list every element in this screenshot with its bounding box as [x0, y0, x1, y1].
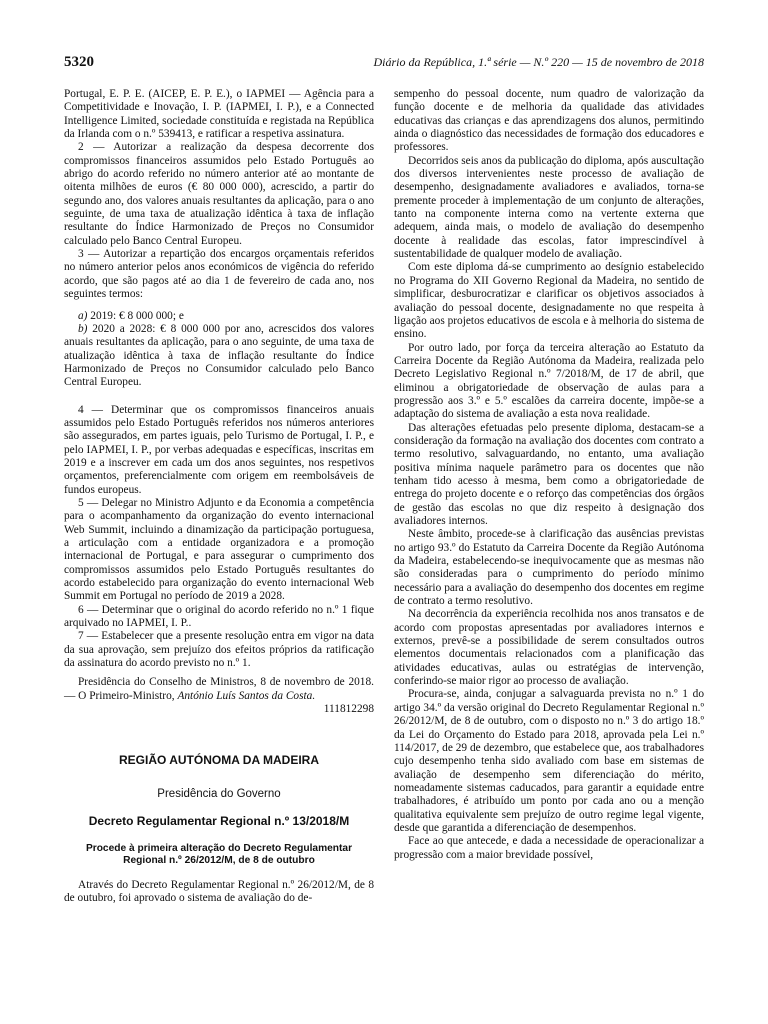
signature-text: Presidência do Conselho de Ministros, 8 de novembro de 2018. — O Primeiro-Ministro, [64, 676, 374, 702]
paragraph-6: 6 — Determinar que o original do acordo referido no n.º 1 fique arquivado no IAPMEI, I. P.. [64, 603, 374, 630]
signature-name: António Luís Santos da Costa. [177, 689, 316, 702]
right-paragraph-1: sempenho do pessoal docente, num quadro de valorização da função docente e de melhoria da qualidade das atividades educativas das crianças e das aprendizagens dos alunos, permitindo ainda o diagnóstico das necessidades de formação dos educadores e professores. [394, 88, 704, 154]
item-a-text: 2019: € 8 000 000; e [87, 309, 184, 322]
right-paragraph-4: Por outro lado, por força da terceira alteração ao Estatuto da Carreira Docente da Região Autónoma da Madeira, realizada pelo Decreto Legislativo Regional n.º 7/2018/M, de 17 de abril, que eliminou a obrigatoriedade de observação de aulas para a progressão aos 3.º e 5.º escalões da carreira docente, impõe-se a adaptação do sistema de avaliação a esta nova realidade. [394, 341, 704, 421]
region-title: REGIÃO AUTÓNOMA DA MADEIRA [119, 753, 319, 768]
decree-intro: Através do Decreto Regulamentar Regional n.º 26/2012/M, de 8 de outubro, foi aprovado o sistema de avaliação do de- [64, 878, 374, 904]
paragraph-5: 5 — Delegar no Ministro Adjunto e da Economia a competência para o acompanhamento da organização do evento internacional Web Summit, incluindo a dinamização da participação portuguesa, a articulação com a entidade organizadora e a promoção internacional de Portugal, e para assegurar o cumprimento dos compromissos assumidos pelo Estado Português resultantes do acordo estabelecido para organização do evento internacional Web Summit em Portugal no período de 2019 a 2028. [64, 496, 374, 603]
right-paragraph-2: Decorridos seis anos da publicação do diploma, após auscultação dos diversos intervenientes neste processo de avaliação de desempenho, designadamente avaliadores e avaliados, torna-se premente proceder à implementação de um conjunto de alterações, tanto na componente interna como na vertente externa que adequem, ainda mais, o modelo de avaliação do desempenho docente à realidade das escolas, fator imprescindível à sustentabilidade de qualquer modelo de avaliação. [394, 154, 704, 261]
left-column [64, 88, 374, 905]
paragraph-4: 4 — Determinar que os compromissos financeiros anuais assumidos pelo Estado Português referidos nos números anteriores são assegurados, em partes iguais, pelo Turismo de Portugal, I. P., e pelo IAPMEI, I. P., por verbas adequadas e específicas, inscritas em 2019 e a inscrever em cada um dos anos seguintes, nos respetivos orçamentos, preferencialmente com origem em reembolsáveis de fundos europeus. [64, 403, 374, 496]
journal-title: Diário da República, 1.ª série — N.º 220 — 15 de novembro de 2018 [373, 55, 704, 69]
paragraph-7: 7 — Estabelecer que a presente resolução entra em vigor na data da sua aprovação, sem prejuízo dos efeitos próprios da ratificação da assinatura do acordo previsto no n.º 1. [64, 630, 374, 670]
page-header [64, 54, 704, 71]
right-column [394, 88, 704, 862]
decree-subtitle: Procede à primeira alteração do Decreto Regulamentar Regional n.º 26/2012/M, de 8 de outubro [85, 842, 353, 866]
item-a-label: a) [78, 309, 88, 322]
page-number: 5320 [64, 54, 94, 70]
reference-number: 111812298 [323, 703, 374, 716]
paragraph-3: 3 — Autorizar a repartição dos encargos orçamentais referidos no número anterior pelos anos económicos de vigência do referido acordo, que são pagos até ao dia 1 de fevereiro de cada ano, nos seguintes termos: [64, 248, 374, 301]
right-paragraph-9: Face ao que antecede, e dada a necessidade de operacionalizar a progressão com a maior brevidade possível, [394, 835, 704, 861]
paragraph-2: 2 — Autorizar a realização da despesa decorrente dos compromissos financeiros assumidos pelo Estado Português ao abrigo do acordo referido no número anterior até ao montante de oitenta milhões de euros (€ 80 000 000), acrescido, a partir do segundo ano, dos valores anuais resultantes da aplicação, para o ano seguinte, de uma taxa de atualização idêntica à taxa de inflação resultante do Índice Harmonizado de Preços no Consumidor calculado pelo Banco Central Europeu. [64, 141, 374, 247]
government-title: Presidência do Governo [157, 787, 281, 800]
right-paragraph-6: Neste âmbito, procede-se à clarificação das ausências previstas no artigo 93.º do Estatuto da Carreira Docente da Região Autónoma da Madeira, estabelecendo-se inequivocamente que as mesmas não são consideradas para o cumprimento do período mínimo necessário para a avaliação do desempenho dos docentes em regime de contrato a termo resolutivo. [394, 528, 704, 608]
right-paragraph-5: Das alterações efetuadas pelo presente diploma, destacam-se a consideração da formação na avaliação dos docentes com contrato a termo resolutivo, salvaguardando, no entanto, uma avaliação positiva mínima naquele parâmetro para os docentes que não tenham tido acesso à mesma, bem como a obrigatoriedade de entrega do projeto docente e o reforço das competências dos órgãos de gestão das escolas no que diz respeito à designação dos avaliadores internos. [394, 421, 704, 527]
item-b-label: b) [78, 322, 88, 335]
item-a [64, 310, 374, 323]
item-b-text: 2020 a 2028: € 8 000 000 por ano, acrescidos dos valores anuais resultantes da aplicação, para o ano seguinte, de uma taxa de atualização idêntica à taxa de inflação resultante do Índice Harmonizado de Preços no Consumidor calculado pelo Banco Central Europeu. [64, 322, 374, 389]
right-paragraph-7: Na decorrência da experiência recolhida nos anos transatos e de acordo com propostas apresentadas por avaliadores internos e externos, prevê-se a possibilidade de serem consultados outros elementos documentais relacionados com a planificação das atividades educativas, aulas ou estratégias de intervenção, conferindo-se maior rigor ao processo de avaliação. [394, 608, 704, 688]
paragraph-1-continuation: Portugal, E. P. E. (AICEP, E. P. E.), o IAPMEI — Agência para a Competitividade e Inovação, I. P. (IAPMEI, I. P.), e a Connected Intelligence Limited, sociedade constituída e registada na República da Irlanda com o n.º 539413, e ratificar a respetiva assinatura. [64, 88, 374, 141]
decree-title: Decreto Regulamentar Regional n.º 13/2018/M [88, 814, 350, 829]
item-b [64, 323, 374, 390]
signature [64, 676, 374, 703]
right-paragraph-3: Com este diploma dá-se cumprimento ao desígnio estabelecido no Programa do XII Governo Regional da Madeira, no sentido de simplificar, desburocratizar e clarificar os objetivos associados à avaliação do pessoal docente, designadamente no que respeita à ligação aos projetos educativos de escola e à melhoria do sistema de ensino. [394, 261, 704, 341]
right-paragraph-8: Procura-se, ainda, conjugar a salvaguarda prevista no n.º 1 do artigo 34.º da versão original do Decreto Regulamentar Regional n.º 26/2012/M, de 8 de outubro, com o disposto no n.º 3 do artigo 18.º da Lei do Orçamento do Estado para 2018, aprovada pela Lei n.º 114/2017, de 29 de dezembro, que estabelece que, aos trabalhadores cujo desempenho tenha sido avaliado com base em sistemas de avaliação de desempenho sem diferenciação do mérito, nomeadamente sistemas caducados, para garantir a equidade entre trabalhadores, é atribuído um ponto por cada ano ou a menção qualitativa equivalente sem prejuízo de outro regime legal vigente, desde que garantida a diferenciação de desempenhos. [394, 688, 704, 834]
